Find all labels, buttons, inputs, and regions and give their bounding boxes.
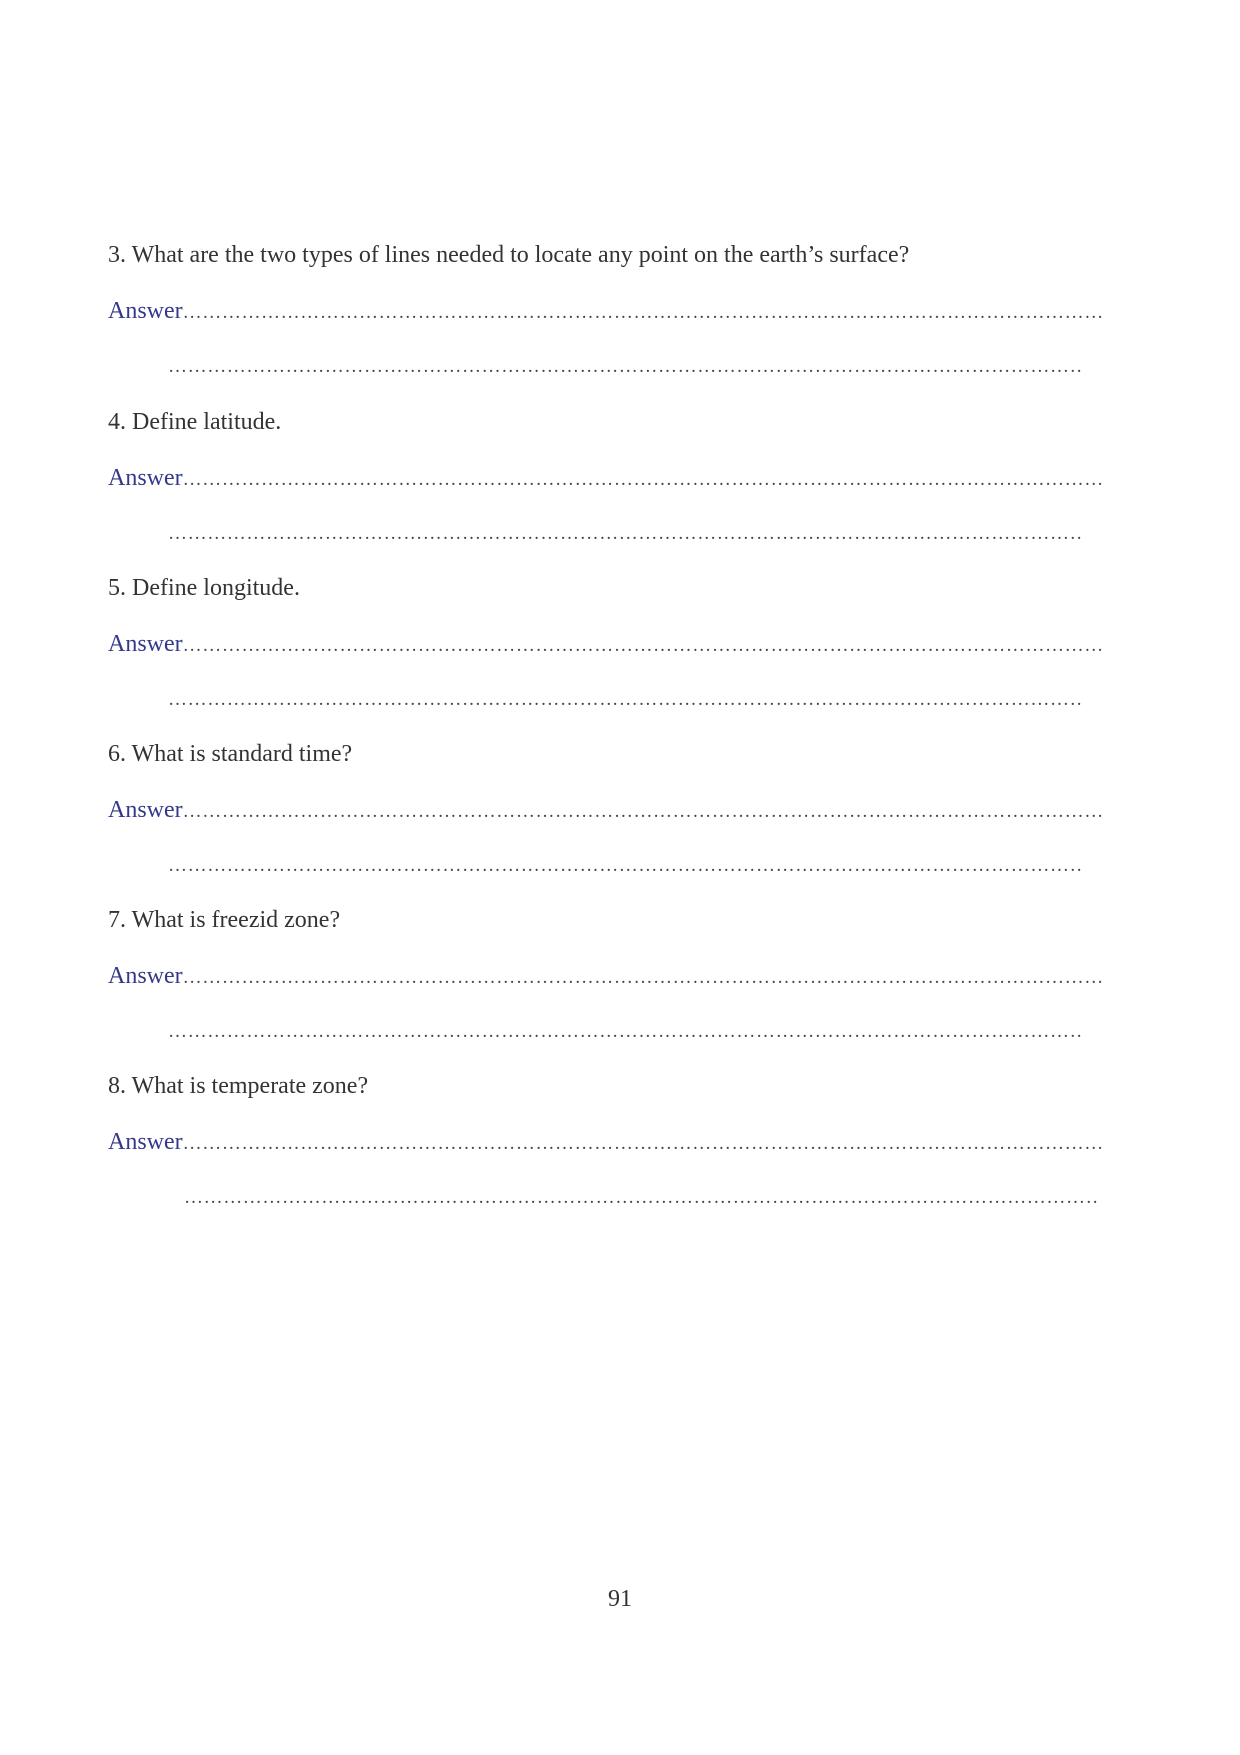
answer-line[interactable] [108, 464, 1103, 492]
question-text: 8. What is temperate zone? [108, 1073, 369, 1099]
answer-line[interactable] [108, 1128, 1103, 1156]
answer-dots [183, 299, 1103, 325]
answer-continuation-line[interactable] [184, 1185, 1099, 1211]
page-number: 91 [608, 1586, 632, 1612]
answer-label: Answer [108, 1129, 183, 1155]
answer-label: Answer [108, 797, 183, 823]
answer-dots [183, 798, 1103, 824]
answer-dots [183, 466, 1103, 492]
answer-line[interactable] [108, 297, 1103, 325]
answer-dots [183, 632, 1103, 658]
answer-line[interactable] [108, 796, 1103, 824]
answer-label: Answer [108, 963, 183, 989]
answer-continuation-line[interactable] [168, 853, 1083, 879]
question-text: 5. Define longitude. [108, 575, 300, 601]
question-text: 4. Define latitude. [108, 409, 282, 435]
answer-dots [183, 964, 1103, 990]
answer-line[interactable] [108, 630, 1103, 658]
answer-label: Answer [108, 298, 183, 324]
answer-dots [183, 1130, 1103, 1156]
answer-continuation-line[interactable] [168, 1019, 1083, 1045]
answer-label: Answer [108, 631, 183, 657]
answer-continuation-line[interactable] [168, 521, 1083, 547]
answer-continuation-line[interactable] [168, 354, 1083, 380]
question-text: 3. What are the two types of lines needed to locate any point on the earth’s surface? [108, 242, 910, 268]
answer-continuation-line[interactable] [168, 687, 1083, 713]
answer-label: Answer [108, 465, 183, 491]
question-text: 7. What is freezid zone? [108, 907, 341, 933]
question-text: 6. What is standard time? [108, 741, 353, 767]
answer-line[interactable] [108, 962, 1103, 990]
